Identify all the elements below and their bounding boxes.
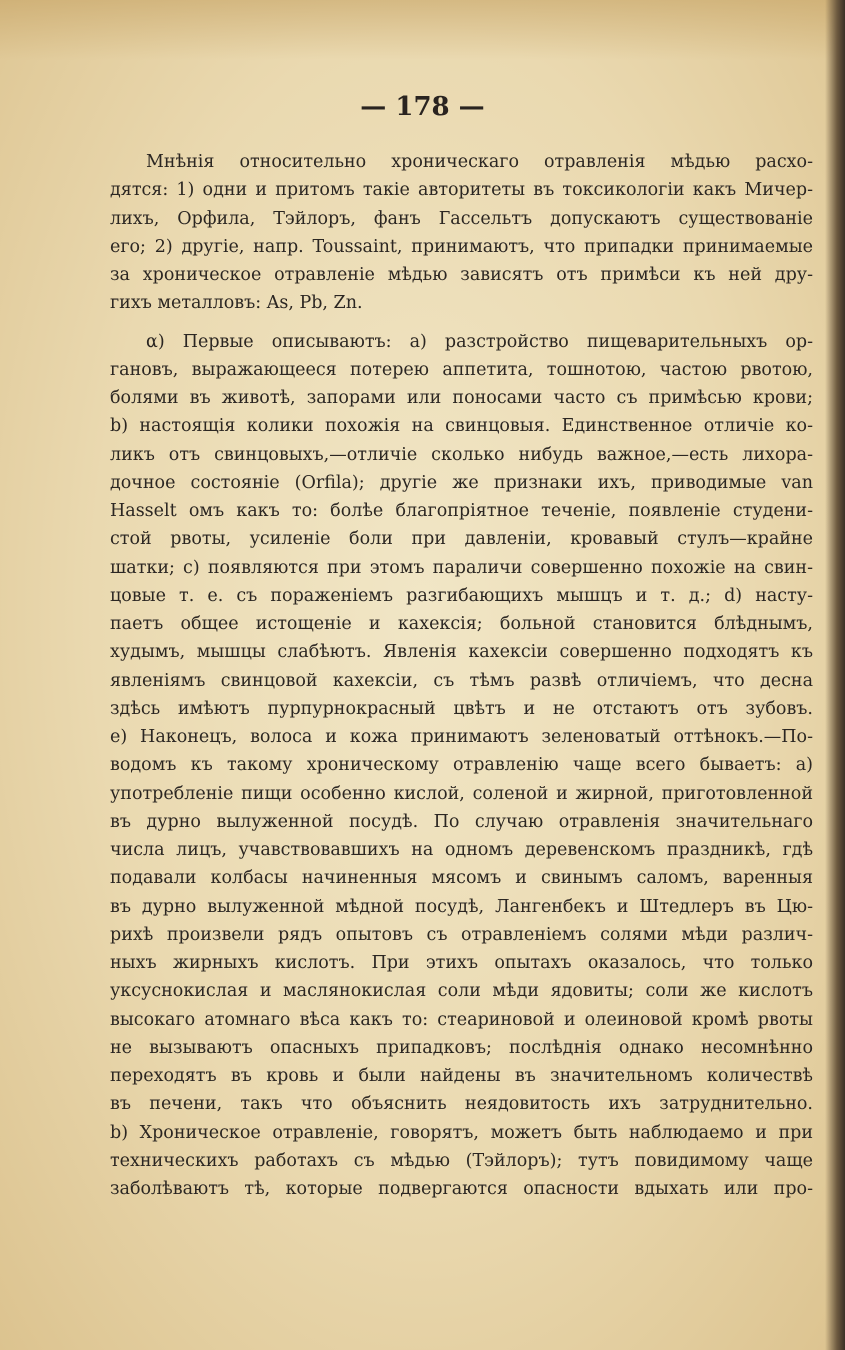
text-line: паетъ общее истощеніе и кахексія; больной становится блѣднымъ, (110, 614, 813, 634)
text-line: гихъ металловъ: As, Pb, Zn. (110, 293, 363, 314)
text-line: числа лицъ, учавствовавшихъ на одномъ деревенскомъ праздникѣ, гдѣ (110, 840, 813, 860)
text-line: α) Первые описываютъ: a) разстройство пищеварительныхъ ор- (146, 331, 813, 352)
text-line: здѣсь имѣютъ пурпурнокрасный цвѣтъ и не отстаютъ отъ зубовъ. (110, 698, 813, 719)
text-line: худымъ, мышцы слабѣютъ. Явленія кахексіи совершенно подходятъ къ (110, 642, 813, 663)
text-line: рихѣ произвели рядъ опытовъ съ отравленіемъ солями мѣди различ- (110, 924, 813, 945)
text-line: не вызываютъ опасныхъ припадковъ; послѣднія однако несомнѣнно (110, 1037, 813, 1058)
text-line: ликъ отъ свинцовыхъ,—отличіе сколько нибудь важное,—есть лихора- (110, 444, 813, 465)
text-line: за хроническое отравленіе мѣдью зависятъ отъ примѣси къ ней дру- (110, 265, 813, 285)
text-line: дочное состояніе (Orfila); другіе же признаки ихъ, приводимые van (110, 472, 813, 493)
page-number: — 178 — (360, 92, 485, 122)
text-line: b) Хроническое отравленіе, говорятъ, можетъ быть наблюдаемо и при (110, 1122, 813, 1143)
body-text (110, 148, 813, 1203)
text-line: Hasselt омъ какъ то: болѣе благопріятное теченіе, появленіе студени- (110, 501, 813, 521)
text-line: уксуснокислая и маслянокислая соли мѣди ядовиты; соли же кислотъ (110, 981, 813, 1002)
text-line: цовые т. е. съ пораженіемъ разгибающихъ мышцъ и т. д.; d) насту- (110, 585, 813, 606)
text-line: ныхъ жирныхъ кислотъ. При этихъ опытахъ оказалось, что только (110, 953, 813, 973)
text-line: высокаго атомнаго вѣса какъ то: стеариновой и олеиновой кромѣ рвоты (110, 1009, 813, 1030)
text-line: употребленіе пищи особенно кислой, соленой и жирной, приготовленной (110, 783, 813, 804)
text-line: въ печени, такъ что объяснить неядовитость ихъ затруднительно. (110, 1094, 813, 1115)
text-line: его; 2) другіе, напр. Toussaint, принимаютъ, что припадки принимаемые (110, 236, 813, 257)
text-line: въ дурно вылуженной посудѣ. По случаю отравленія значительнаго (110, 811, 813, 832)
page-edge-shadow (825, 0, 845, 1350)
text-line: въ дурно вылуженной мѣдной посудѣ, Лангенбекъ и Штедлеръ въ Цю- (110, 896, 813, 917)
text-line: шатки; c) появляются при этомъ параличи совершенно похожіе на свин- (110, 557, 813, 578)
text-line: техническихъ работахъ съ мѣдью (Тэйлоръ); тутъ повидимому чаще (110, 1150, 813, 1171)
text-line: гановъ, выражающееся потерею аппетита, тошнотою, частою рвотою, (110, 359, 813, 380)
text-line: водомъ къ такому хроническому отравленію чаще всего бываетъ: a) (110, 755, 813, 776)
text-line: явленіямъ свинцовой кахексіи, съ тѣмъ развѣ отличіемъ, что десна (110, 670, 813, 691)
text-line: дятся: 1) одни и притомъ такіе авторитеты въ токсикологіи какъ Мичер- (110, 180, 813, 201)
text-line: e) Наконецъ, волоса и кожа принимаютъ зеленоватый оттѣнокъ.—По- (110, 727, 813, 747)
text-line: b) настоящія колики похожія на свинцовыя. Единственное отличіе ко- (110, 416, 813, 437)
text-line: Мнѣнія относительно хроническаго отравленія мѣдью расхо- (146, 152, 813, 172)
text-line: переходятъ въ кровь и были найдены въ значительномъ количествѣ (110, 1066, 813, 1086)
text-line: заболѣваютъ тѣ, которые подвергаются опасности вдыхать или про- (110, 1179, 813, 1199)
paper-stain (0, 0, 845, 60)
text-line: болями въ животѣ, запорами или поносами часто съ примѣсью крови; (110, 388, 813, 408)
text-line: лихъ, Орфила, Тэйлоръ, фанъ Гассельтъ допускаютъ существованіе (110, 208, 813, 229)
text-line: стой рвоты, усиленіе боли при давленіи, кровавый стулъ—крайне (110, 529, 813, 550)
text-line: подавали колбасы начиненныя мясомъ и свинымъ саломъ, варенныя (110, 868, 813, 889)
